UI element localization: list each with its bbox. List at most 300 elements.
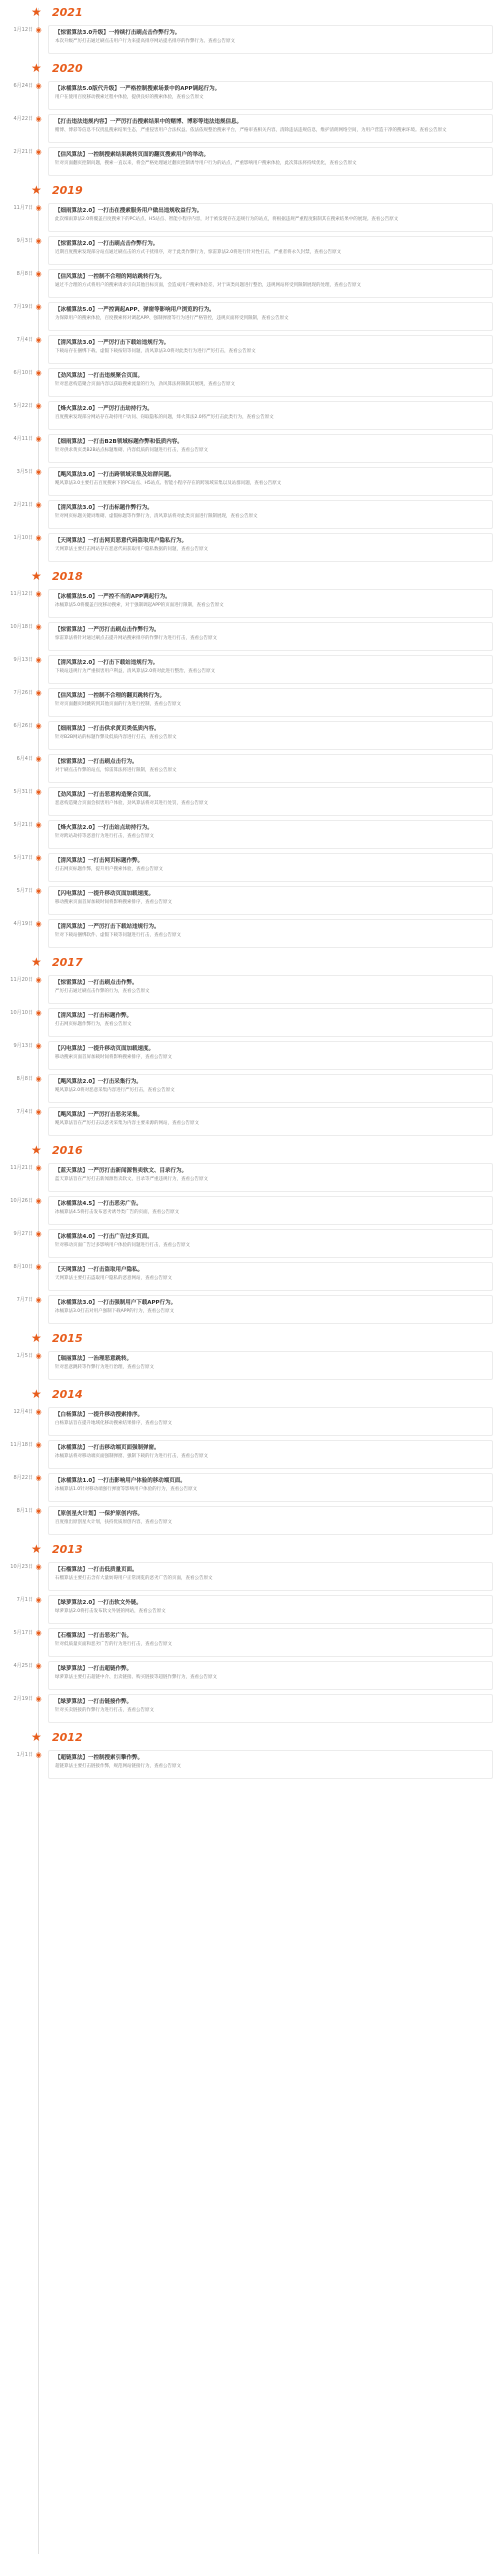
entry-date: 7月19日: [13, 304, 33, 310]
entry-date: 8月8日: [16, 271, 33, 277]
entry-date: 2月21日: [13, 149, 33, 155]
timeline-entry: [0, 1229, 503, 1258]
algorithm-description: 冰桶算法将对移动端页面强制弹窗、强制下载的行为进行打击，查看公告原文: [55, 1454, 208, 1459]
algorithm-title: 【烽火算法2.0】一打击站点劫持行为。: [55, 825, 153, 831]
timeline-entry: [0, 975, 503, 1004]
algorithm-title: 【惊雷算法2.0】一打击刷点击作弊行为。: [55, 241, 159, 247]
timeline-entry: [0, 302, 503, 331]
algorithm-card[interactable]: [48, 622, 493, 651]
algorithm-card[interactable]: [48, 401, 493, 430]
algorithm-title: 【细雨算法】一打击供求黄页类低质内容。: [55, 726, 160, 732]
algorithm-title: 【飓风算法3.0】一打击跨领域采集及站群问题。: [55, 472, 175, 478]
entry-date: 8月1日: [16, 1508, 33, 1514]
algorithm-card[interactable]: [48, 975, 493, 1004]
algorithm-description: 绿萝算法2.0将打击发布软文外链的网站，查看公告原文: [55, 1609, 166, 1614]
algorithm-description: 百度搜索发现部分网站存在劫持用户访问、窃取隐私的问题，烽火算法2.0将严厉打击此类行为，查看公告原文: [55, 415, 274, 420]
timeline-dot-icon: ◉: [35, 336, 42, 344]
entry-date: 7月4日: [16, 1109, 33, 1115]
timeline-dot-icon: ◉: [35, 1164, 42, 1172]
timeline-entry: [0, 25, 503, 54]
algorithm-card[interactable]: [48, 1473, 493, 1502]
timeline-entry: [0, 1506, 503, 1535]
algorithm-description: 飓风算法旨在严厉打击以恶劣采集为内容主要来源的网站，查看公告原文: [55, 1121, 199, 1126]
algorithm-card[interactable]: [48, 820, 493, 849]
year-star-icon: ★: [31, 61, 42, 75]
algorithm-card[interactable]: [48, 434, 493, 463]
algorithm-card[interactable]: [48, 721, 493, 750]
algorithm-title: 【清风算法2.0】一打击下载站违规行为。: [55, 660, 159, 666]
algorithm-card[interactable]: [48, 1351, 493, 1380]
algorithm-description: 赌博、博彩等信息不仅扰乱搜索结果生态，严重侵害用户合法权益。依法依规整治搜索平台，严格审查相关内容，清除违法违规信息，维护清朗网络空间，为用户营造干净的搜索环境。查看公告原文: [55, 128, 447, 133]
entry-date: 8月22日: [13, 1475, 33, 1481]
timeline-dot-icon: ◉: [35, 1596, 42, 1604]
algorithm-description: 针对买卖链接的作弊行为进行打击，查看公告原文: [55, 1708, 154, 1713]
entry-date: 4月11日: [13, 436, 33, 442]
timeline-dot-icon: ◉: [35, 1507, 42, 1515]
timeline-entry: [0, 203, 503, 232]
timeline-dot-icon: ◉: [35, 887, 42, 895]
timeline-dot-icon: ◉: [35, 1408, 42, 1416]
algorithm-card[interactable]: [48, 1107, 493, 1136]
entry-date: 9月13日: [13, 1043, 33, 1049]
algorithm-description: 严厉打击通过刷点击作弊的行为，查看公告原文: [55, 989, 150, 994]
algorithm-card[interactable]: [48, 203, 493, 232]
timeline-entry: [0, 1407, 503, 1436]
timeline-dot-icon: ◉: [35, 303, 42, 311]
algorithm-card[interactable]: [48, 1196, 493, 1225]
algorithm-title: 【惊雷算法】一打击刷点击行为。: [55, 759, 138, 765]
entry-date: 3月5日: [16, 469, 33, 475]
algorithm-title: 【劲风算法】一打击恶意构造聚合页面。: [55, 792, 155, 798]
timeline-entry: [0, 721, 503, 750]
algorithm-description: 为保障用户的搜索体验，百度搜索将对调起APP、强制弹窗等行为进行严格管控，违规页面将受到限制，查看公告原文: [55, 316, 289, 321]
entry-date: 6月26日: [13, 723, 33, 729]
year-star-icon: ★: [31, 569, 42, 583]
algorithm-card[interactable]: [48, 1407, 493, 1436]
algorithm-card[interactable]: [48, 533, 493, 562]
year-star-icon: ★: [31, 5, 42, 19]
entry-date: 10月23日: [10, 1564, 33, 1570]
year-label: 2020: [52, 62, 83, 75]
algorithm-description: 超链算法主要打击链接作弊，规范网站链接行为，查看公告原文: [55, 1764, 181, 1769]
algorithm-card[interactable]: [48, 589, 493, 618]
timeline-dot-icon: ◉: [35, 115, 42, 123]
algorithm-description: 本次升级严厉打击通过刷点击用户行为来提高排序网站提名排序的作弊行为。查看公告原文: [55, 39, 235, 44]
timeline-dot-icon: ◉: [35, 435, 42, 443]
timeline-entry: [0, 269, 503, 298]
algorithm-card[interactable]: [48, 1229, 493, 1258]
entry-date: 1月1日: [16, 1752, 33, 1758]
year-label: 2018: [52, 570, 83, 583]
algorithm-description: 用户在使用百度移动搜索过程中体验，提供良好的搜索体验，查看公告原文: [55, 95, 204, 100]
algorithm-title: 【冰桶算法4.5】一打击恶劣广告。: [55, 1201, 142, 1207]
algorithm-title: 【惊雷算法3.0升级】一持续打击刷点击作弊行为。: [55, 30, 181, 36]
algorithm-title: 【冰桶算法3.0】一打击强制用户下载APP行为。: [55, 1300, 177, 1306]
algorithm-title: 【劲风算法】一打击违规聚合页面。: [55, 373, 144, 379]
algorithm-card[interactable]: [48, 1163, 493, 1192]
timeline-entry: [0, 1595, 503, 1624]
timeline-entry: [0, 1750, 503, 1779]
year-star-icon: ★: [31, 1542, 42, 1556]
entry-date: 5月17日: [13, 855, 33, 861]
algorithm-description: 针对移动页面广告过多影响用户体验的问题进行打击，查看公告原文: [55, 1243, 190, 1248]
timeline-dot-icon: ◉: [35, 623, 42, 631]
algorithm-card[interactable]: [48, 81, 493, 110]
algorithm-description: 针对供求黄页类B2B站点标题堆砌、内容低质的问题进行打击，查看公告原文: [55, 448, 209, 453]
entry-date: 9月27日: [13, 1231, 33, 1237]
timeline-dot-icon: ◉: [35, 1352, 42, 1360]
algorithm-description: 针对B2B网站的标题作弊及低质内容进行打击，查看公告原文: [55, 735, 177, 740]
timeline-entry: [0, 1008, 503, 1037]
timeline-entry: [0, 919, 503, 948]
entry-date: 11月18日: [10, 1442, 33, 1448]
algorithm-title: 【冰桶算法1.0】一打击影响用户体验的移动端页面。: [55, 1478, 186, 1484]
timeline-entry: [0, 1694, 503, 1723]
algorithm-card[interactable]: [48, 1041, 493, 1070]
year-header: [0, 6, 503, 20]
timeline-entry: [0, 589, 503, 618]
algorithm-title: 【冰桶算法5.0】一严控不当的APP调起行为。: [55, 594, 171, 600]
timeline-dot-icon: ◉: [35, 1296, 42, 1304]
timeline-entry: [0, 368, 503, 397]
algorithm-card[interactable]: [48, 467, 493, 496]
timeline-entry: [0, 1107, 503, 1136]
algorithm-description: 蓝天算法旨在严厉打击新闻源售卖软文、目录等严重违规行为，查看公告原文: [55, 1177, 208, 1182]
timeline-dot-icon: ◉: [35, 369, 42, 377]
algorithm-card[interactable]: [48, 1262, 493, 1291]
algorithm-title: 【清风算法3.0】一严厉打击下载站违规行为。: [55, 340, 170, 346]
algorithm-title: 【细雨算法】一打击B2B领域标题作弊和低质内容。: [55, 439, 183, 445]
year-label: 2014: [52, 1388, 83, 1401]
algorithm-title: 【清风算法】一严厉打击下载站违规行为。: [55, 924, 160, 930]
algorithm-description: 针对恶意跳转等作弊行为进行治理，查看公告原文: [55, 1365, 154, 1370]
timeline-dot-icon: ◉: [35, 722, 42, 730]
year-header: [0, 570, 503, 584]
algorithm-title: 【超链算法】一控制搜索引擎作弊。: [55, 1755, 144, 1761]
year-star-icon: ★: [31, 1387, 42, 1401]
algorithm-description: 移动搜索页面首屏加载时间将影响搜索排序，查看公告原文: [55, 900, 172, 905]
year-star-icon: ★: [31, 1331, 42, 1345]
algorithm-description: 冰桶算法1.0针对移动端强行弹窗等影响用户体验的行为，查看公告原文: [55, 1487, 198, 1492]
timeline-dot-icon: ◉: [35, 689, 42, 697]
timeline-dot-icon: ◉: [35, 1441, 42, 1449]
algorithm-title: 【天网算法】一打击网页恶意代码盗取用户隐私行为。: [55, 538, 188, 544]
entry-date: 4月19日: [13, 921, 33, 927]
algorithm-card[interactable]: [48, 853, 493, 882]
timeline-dot-icon: ◉: [35, 1009, 42, 1017]
entry-date: 4月22日: [13, 116, 33, 122]
timeline-entry: [0, 1661, 503, 1690]
timeline-dot-icon: ◉: [35, 1751, 42, 1759]
algorithm-description: 移动搜索页面首屏加载时间将影响搜索排序，查看公告原文: [55, 1055, 172, 1060]
year-header: [0, 1543, 503, 1557]
entry-date: 5月17日: [13, 1630, 33, 1636]
entry-date: 9月3日: [16, 238, 33, 244]
timeline-dot-icon: ◉: [35, 26, 42, 34]
timeline-dot-icon: ◉: [35, 82, 42, 90]
timeline-dot-icon: ◉: [35, 920, 42, 928]
algorithm-card[interactable]: [48, 368, 493, 397]
algorithm-card[interactable]: [48, 1750, 493, 1779]
algorithm-card[interactable]: [48, 236, 493, 265]
algorithm-card[interactable]: [48, 1562, 493, 1591]
algorithm-card[interactable]: [48, 919, 493, 948]
algorithm-description: 此次细雨算法2.0将覆盖百度搜索下的PC站点、H5站点、智能小程序内容，对于被发现存在违规行为的站点，将根据违规严重程度限制其在搜索结果中的展现。查看公告原文: [55, 217, 399, 222]
timeline-entry: [0, 622, 503, 651]
entry-date: 7月7日: [16, 1297, 33, 1303]
entry-date: 11月21日: [10, 1165, 33, 1171]
algorithm-description: 石榴算法主要打击含有大量妨碍用户正常浏览的恶劣广告的页面，查看公告原文: [55, 1576, 213, 1581]
entry-date: 10月18日: [10, 624, 33, 630]
algorithm-title: 【石榴算法】一打击低质量页面。: [55, 1567, 138, 1573]
algorithm-card[interactable]: [48, 1628, 493, 1657]
timeline-entry: [0, 467, 503, 496]
year-star-icon: ★: [31, 1143, 42, 1157]
algorithm-title: 【信风算法】一控制不合理的网站跳转行为。: [55, 274, 166, 280]
algorithm-title: 【清风算法3.0】一打击标题作弊行为。: [55, 505, 153, 511]
timeline-entry: [0, 886, 503, 915]
entry-date: 2月21日: [13, 502, 33, 508]
algorithm-description: 冰桶算法3.0打击对用户强制下载APP的行为，查看公告原文: [55, 1309, 175, 1314]
algorithm-title: 【冰桶算法5.0版代升级】一严格控制搜索场景中的APP调起行为。: [55, 86, 221, 92]
timeline-entry: [0, 853, 503, 882]
timeline-dot-icon: ◉: [35, 1563, 42, 1571]
algorithm-description: 针对页面翻页控制问题，搜索一直以来，将会严格处理通过翻页控制诱导用户行为的站点，严重影响用户搜索体验，此次算法将持续优化，查看公告原文: [55, 161, 357, 166]
algorithm-title: 【白杨算法】一提升移动搜索排序。: [55, 1412, 144, 1418]
timeline-dot-icon: ◉: [35, 755, 42, 763]
entry-date: 7月26日: [13, 690, 33, 696]
entry-date: 6月4日: [16, 756, 33, 762]
algorithm-description: 百度推出原创星火计划，扶持优质原创内容，查看公告原文: [55, 1520, 172, 1525]
entry-date: 10月10日: [10, 1010, 33, 1016]
algorithm-title: 【闪电算法】一提升移动页面加载速度。: [55, 891, 155, 897]
timeline-dot-icon: ◉: [35, 270, 42, 278]
algorithm-title: 【飓风算法】一严厉打击恶劣采集。: [55, 1112, 144, 1118]
year-header: [0, 184, 503, 198]
year-header: [0, 1731, 503, 1745]
entry-date: 6月10日: [13, 370, 33, 376]
algorithm-card[interactable]: [48, 1440, 493, 1469]
algorithm-title: 【蓝天算法】一严厉打击新闻源售卖软文、目录行为。: [55, 1168, 188, 1174]
year-label: 2012: [52, 1731, 83, 1744]
algorithm-description: 绿萝算法主要打击超链中介、出卖链接、购买链接等超链作弊行为，查看公告原文: [55, 1675, 217, 1680]
algorithm-description: 冰桶算法4.5将打击发布恶劣诱导类广告的页面，查看公告原文: [55, 1210, 180, 1215]
algorithm-title: 【冰桶算法5.0】一严控调起APP、弹窗等影响用户浏览的行为。: [55, 307, 215, 313]
algorithm-description: 飓风算法3.0主要打击百度搜索下的PC站点、H5站点、智能小程序存在的跨领域采集以及站群问题，查看公告原文: [55, 481, 282, 486]
timeline-dot-icon: ◉: [35, 237, 42, 245]
algorithm-description: 飓风算法2.0将对恶意采集内容进行严厉打击，查看公告原文: [55, 1088, 175, 1093]
timeline-dot-icon: ◉: [35, 1108, 42, 1116]
timeline-entry: [0, 1074, 503, 1103]
timeline-dot-icon: ◉: [35, 534, 42, 542]
timeline-dot-icon: ◉: [35, 656, 42, 664]
timeline-dot-icon: ◉: [35, 976, 42, 984]
timeline-dot-icon: ◉: [35, 501, 42, 509]
algorithm-title: 【冰桶算法】一打击移动端页面强制弹窗。: [55, 1445, 160, 1451]
algorithm-description: 白杨算法旨在提升地域化移动搜索结果排序，查看公告原文: [55, 1421, 172, 1426]
timeline-entry: [0, 688, 503, 717]
algorithm-card[interactable]: [48, 1506, 493, 1535]
year-header: [0, 1332, 503, 1346]
algorithm-card[interactable]: [48, 25, 493, 54]
timeline-dot-icon: ◉: [35, 1629, 42, 1637]
entry-date: 10月26日: [10, 1198, 33, 1204]
algorithm-description: 针对下载站捆绑软件、虚假下载等问题进行打击，查看公告原文: [55, 933, 181, 938]
timeline-dot-icon: ◉: [35, 204, 42, 212]
entry-date: 9月13日: [13, 657, 33, 663]
algorithm-title: 【绿萝算法2.0】一打击软文外链。: [55, 1600, 142, 1606]
year-header: [0, 1388, 503, 1402]
timeline-entry: [0, 1041, 503, 1070]
algorithm-description: 针对页面翻页时跳转到其他页面的行为进行控制，查看公告原文: [55, 702, 181, 707]
algorithm-description: 下载站存在捆绑下载、虚假下载按钮等问题，清风算法3.0将对此类行为进行严厉打击，查看公告原文: [55, 349, 256, 354]
algorithm-title: 【天网算法】一打击盗取用户隐私。: [55, 1267, 144, 1273]
algorithm-card[interactable]: [48, 500, 493, 529]
timeline-entry: [0, 1196, 503, 1225]
timeline-entry: [0, 1473, 503, 1502]
timeline-dot-icon: ◉: [35, 1042, 42, 1050]
timeline-entry: [0, 533, 503, 562]
algorithm-title: 【烽火算法2.0】一严厉打击劫持行为。: [55, 406, 153, 412]
timeline-entry: [0, 114, 503, 143]
entry-date: 7月1日: [16, 1597, 33, 1603]
algorithm-title: 【石榴算法】一打击恶劣广告。: [55, 1633, 133, 1639]
algorithm-description: 冰桶算法5.0将覆盖百度移动搜索，对于强制调起APP的页面进行限制，查看公告原文: [55, 603, 224, 608]
algorithm-card[interactable]: [48, 114, 493, 143]
timeline-dot-icon: ◉: [35, 468, 42, 476]
timeline-dot-icon: ◉: [35, 821, 42, 829]
algorithm-card[interactable]: [48, 302, 493, 331]
algorithm-card[interactable]: [48, 1295, 493, 1324]
timeline-entry: [0, 1440, 503, 1469]
timeline-dot-icon: ◉: [35, 1662, 42, 1670]
algorithm-card[interactable]: [48, 335, 493, 364]
algorithm-title: 【惊雷算法】一打击刷点击作弊。: [55, 980, 138, 986]
year-star-icon: ★: [31, 183, 42, 197]
algorithm-title: 【瑞丽算法】一治理恶意跳转。: [55, 1356, 133, 1362]
timeline-dot-icon: ◉: [35, 402, 42, 410]
algorithm-title: 【绿萝算法】一打击超链作弊。: [55, 1666, 133, 1672]
algorithm-description: 打击网页标题作弊，提升用户搜索体验，查看公告原文: [55, 867, 163, 872]
year-label: 2016: [52, 1144, 83, 1157]
timeline-dot-icon: ◉: [35, 854, 42, 862]
timeline-dot-icon: ◉: [35, 1695, 42, 1703]
timeline-entry: [0, 1562, 503, 1591]
timeline-entry: [0, 1351, 503, 1380]
timeline-dot-icon: ◉: [35, 148, 42, 156]
algorithm-card[interactable]: [48, 1595, 493, 1624]
timeline-entry: [0, 434, 503, 463]
entry-date: 11月20日: [10, 977, 33, 983]
timeline-dot-icon: ◉: [35, 1230, 42, 1238]
algorithm-card[interactable]: [48, 1074, 493, 1103]
algorithm-card[interactable]: [48, 269, 493, 298]
algorithm-title: 【惊雷算法】一严厉打击刷点击作弊行为。: [55, 627, 160, 633]
algorithm-card[interactable]: [48, 1661, 493, 1690]
algorithm-card[interactable]: [48, 655, 493, 684]
timeline-entry: [0, 81, 503, 110]
algorithm-title: 【细雨算法2.0】一打击在搜索服务用户做出违规收益行为。: [55, 208, 203, 214]
algorithm-description: 打击网页标题作弊行为，查看公告原文: [55, 1022, 132, 1027]
year-header: [0, 1144, 503, 1158]
entry-date: 11月12日: [10, 591, 33, 597]
algorithm-title: 【飓风算法2.0】一打击采集行为。: [55, 1079, 142, 1085]
year-label: 2019: [52, 184, 83, 197]
entry-date: 11月7日: [13, 205, 33, 211]
timeline-entry: [0, 787, 503, 816]
algorithm-title: 【闪电算法】一提升移动页面加载速度。: [55, 1046, 155, 1052]
year-label: 2015: [52, 1332, 83, 1345]
algorithm-description: 天网算法主要打击盗取用户隐私的恶意网站，查看公告原文: [55, 1276, 172, 1281]
timeline-entry: [0, 401, 503, 430]
entry-date: 5月22日: [13, 403, 33, 409]
algorithm-description: 针对恶意构造聚合页面内容以获取搜索流量的行为，劲风算法将限制其展现，查看公告原文: [55, 382, 235, 387]
algorithm-description: 近期百度搜索发现部分站点通过刷点击的方式干扰排序，对于此类作弊行为，惊雷算法2.0将进行针对性打击，严重者将永久封禁，查看公告原文: [55, 250, 342, 255]
timeline-entry: [0, 1628, 503, 1657]
algorithm-title: 【绿萝算法】一打击链接作弊。: [55, 1699, 133, 1705]
year-label: 2013: [52, 1543, 83, 1556]
algorithm-title: 【信风算法】一控制不合理的翻页跳转行为。: [55, 693, 166, 699]
entry-date: 1月10日: [13, 535, 33, 541]
algorithm-card[interactable]: [48, 1694, 493, 1723]
algorithm-description: 恶意构造聚合页面会损害用户体验，劲风算法将对其进行处罚，查看公告原文: [55, 801, 208, 806]
algorithm-card[interactable]: [48, 1008, 493, 1037]
algorithm-card[interactable]: [48, 688, 493, 717]
algorithm-description: 天网算法主要打击网站存在恶意代码获取用户隐私数据的问题，查看公告原文: [55, 547, 208, 552]
algorithm-title: 【清风算法】一打击标题作弊。: [55, 1013, 133, 1019]
timeline-entry: [0, 820, 503, 849]
timeline-entry: [0, 147, 503, 176]
algorithm-description: 惊雷算法将针对通过刷点击提升网站搜索排序的作弊行为进行打击，查看公告原文: [55, 636, 217, 641]
algorithm-card[interactable]: [48, 147, 493, 176]
algorithm-description: 针对低质量页面和恶劣广告的行为进行打击，查看公告原文: [55, 1642, 172, 1647]
timeline-dot-icon: ◉: [35, 1263, 42, 1271]
timeline-dot-icon: ◉: [35, 1474, 42, 1482]
timeline-entry: [0, 655, 503, 684]
timeline-entry: [0, 1295, 503, 1324]
timeline-entry: [0, 335, 503, 364]
timeline-dot-icon: ◉: [35, 1197, 42, 1205]
algorithm-title: 【冰桶算法4.0】一打击广告过多页面。: [55, 1234, 153, 1240]
algorithm-title: 【清风算法】一打击网页标题作弊。: [55, 858, 144, 864]
algorithm-card[interactable]: [48, 787, 493, 816]
year-label: 2017: [52, 956, 83, 969]
timeline-entry: [0, 1163, 503, 1192]
algorithm-description: 针对跨站劫持等恶意行为进行打击，查看公告原文: [55, 834, 154, 839]
algorithm-title: 【原创星火计划】一保护原创内容。: [55, 1511, 144, 1517]
entry-date: 8月10日: [13, 1264, 33, 1270]
algorithm-card[interactable]: [48, 886, 493, 915]
entry-date: 5月31日: [13, 789, 33, 795]
entry-date: 8月8日: [16, 1076, 33, 1082]
year-star-icon: ★: [31, 1730, 42, 1744]
timeline-entry: [0, 754, 503, 783]
algorithm-title: 【打击违法违规内容】一严厉打击搜索结果中的赌博、博彩等违法违规信息。: [55, 119, 243, 125]
year-header: [0, 956, 503, 970]
entry-date: 5月7日: [16, 888, 33, 894]
entry-date: 1月5日: [16, 1353, 33, 1359]
timeline-entry: [0, 500, 503, 529]
algorithm-description: 通过不合理的方式将用户的搜索请求引向其他目标页面，会造成用户搜索体验差，对于该类问题进行整治，违规网站将受到限制展现的处理，查看公告原文: [55, 283, 361, 288]
algorithm-title: 【信风算法】一控制搜索结果跳转页面的翻页搜索用户的举动。: [55, 152, 210, 158]
timeline-entry: [0, 1262, 503, 1291]
timeline-dot-icon: ◉: [35, 1075, 42, 1083]
timeline-dot-icon: ◉: [35, 590, 42, 598]
timeline-dot-icon: ◉: [35, 788, 42, 796]
entry-date: 7月4日: [16, 337, 33, 343]
entry-date: 1月12日: [13, 27, 33, 33]
algorithm-card[interactable]: [48, 754, 493, 783]
